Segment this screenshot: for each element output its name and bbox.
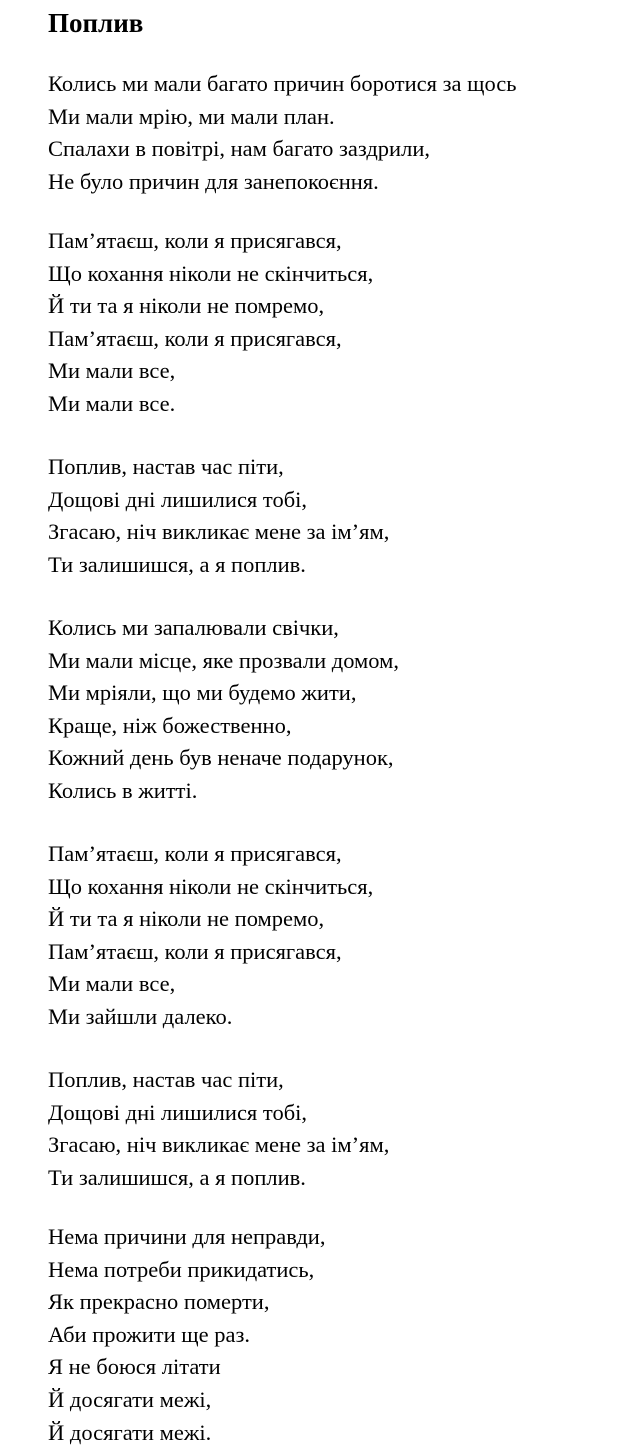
poem-line: Ми мріяли, що ми будемо жити,	[48, 680, 357, 706]
stanza	[48, 612, 399, 808]
poem-line: Спалахи в повітрі, нам багато заздрили,	[48, 136, 430, 162]
stanza	[48, 1221, 325, 1449]
poem-line: Колись ми мали багато причин боротися за щось	[48, 71, 517, 96]
poem-line: Нема причини для неправди,	[48, 1224, 326, 1249]
poem-line: Колись в житті.	[48, 777, 198, 803]
poem-line: Й досягати межі,	[48, 1386, 212, 1412]
poem-line: Ми мали мрію, ми мали план.	[48, 103, 335, 129]
stanza	[48, 838, 373, 1034]
poem-line: Й ти та я ніколи не помремо,	[48, 906, 325, 932]
poem-line: Кожний день був неначе подарунок,	[48, 745, 394, 771]
poem-line: Ти залишишся, а я поплив.	[48, 551, 306, 577]
poem-line: Пам’ятаєш, коли я присягався,	[48, 938, 342, 964]
stanza	[48, 225, 373, 421]
poem-line: Ми мали все.	[48, 390, 176, 416]
poem-line: Що кохання ніколи не скінчиться,	[48, 260, 374, 286]
poem-line: Дощові дні лишилися тобі,	[48, 486, 308, 512]
stanza	[48, 1064, 389, 1194]
poem-line: Не було причин для занепокоєння.	[48, 168, 379, 194]
poem-line: Краще, ніж божественно,	[48, 712, 292, 738]
poem-line: Пам’ятаєш, коли я присягався,	[48, 841, 342, 866]
poem-line: Ти залишишся, а я поплив.	[48, 1164, 306, 1190]
poem-title: Поплив	[48, 8, 144, 38]
poem-line: Як прекрасно померти,	[48, 1289, 270, 1315]
poem-line: Поплив, настав час піти,	[48, 1067, 284, 1092]
poem-line: Колись ми запалювали свічки,	[48, 615, 339, 640]
poem-line: Ми мали все,	[48, 971, 176, 997]
poem-line: Ми зайшли далеко.	[48, 1003, 233, 1029]
poem-line: Пам’ятаєш, коли я присягався,	[48, 325, 342, 351]
poem-line: Згасаю, ніч викликає мене за ім’ям,	[48, 519, 390, 545]
poem-line: Я не боюся літати	[48, 1354, 221, 1380]
stanza	[48, 451, 389, 581]
poem-line: Й досягати межі.	[48, 1419, 212, 1445]
stanza	[48, 68, 517, 198]
poem-line: Що кохання ніколи не скінчиться,	[48, 873, 374, 899]
poem-line: Згасаю, ніч викликає мене за ім’ям,	[48, 1132, 390, 1158]
poem-line: Нема потреби прикидатись,	[48, 1256, 315, 1282]
poem-line: Пам’ятаєш, коли я присягався,	[48, 228, 342, 253]
poem-line: Ми мали все,	[48, 358, 176, 384]
poem-line: Поплив, настав час піти,	[48, 454, 284, 479]
poem-line: Й ти та я ніколи не помремо,	[48, 293, 325, 319]
poem-line: Аби прожити ще раз.	[48, 1321, 250, 1347]
poem-line: Ми мали місце, яке прозвали домом,	[48, 647, 399, 673]
poem-line: Дощові дні лишилися тобі,	[48, 1099, 308, 1125]
